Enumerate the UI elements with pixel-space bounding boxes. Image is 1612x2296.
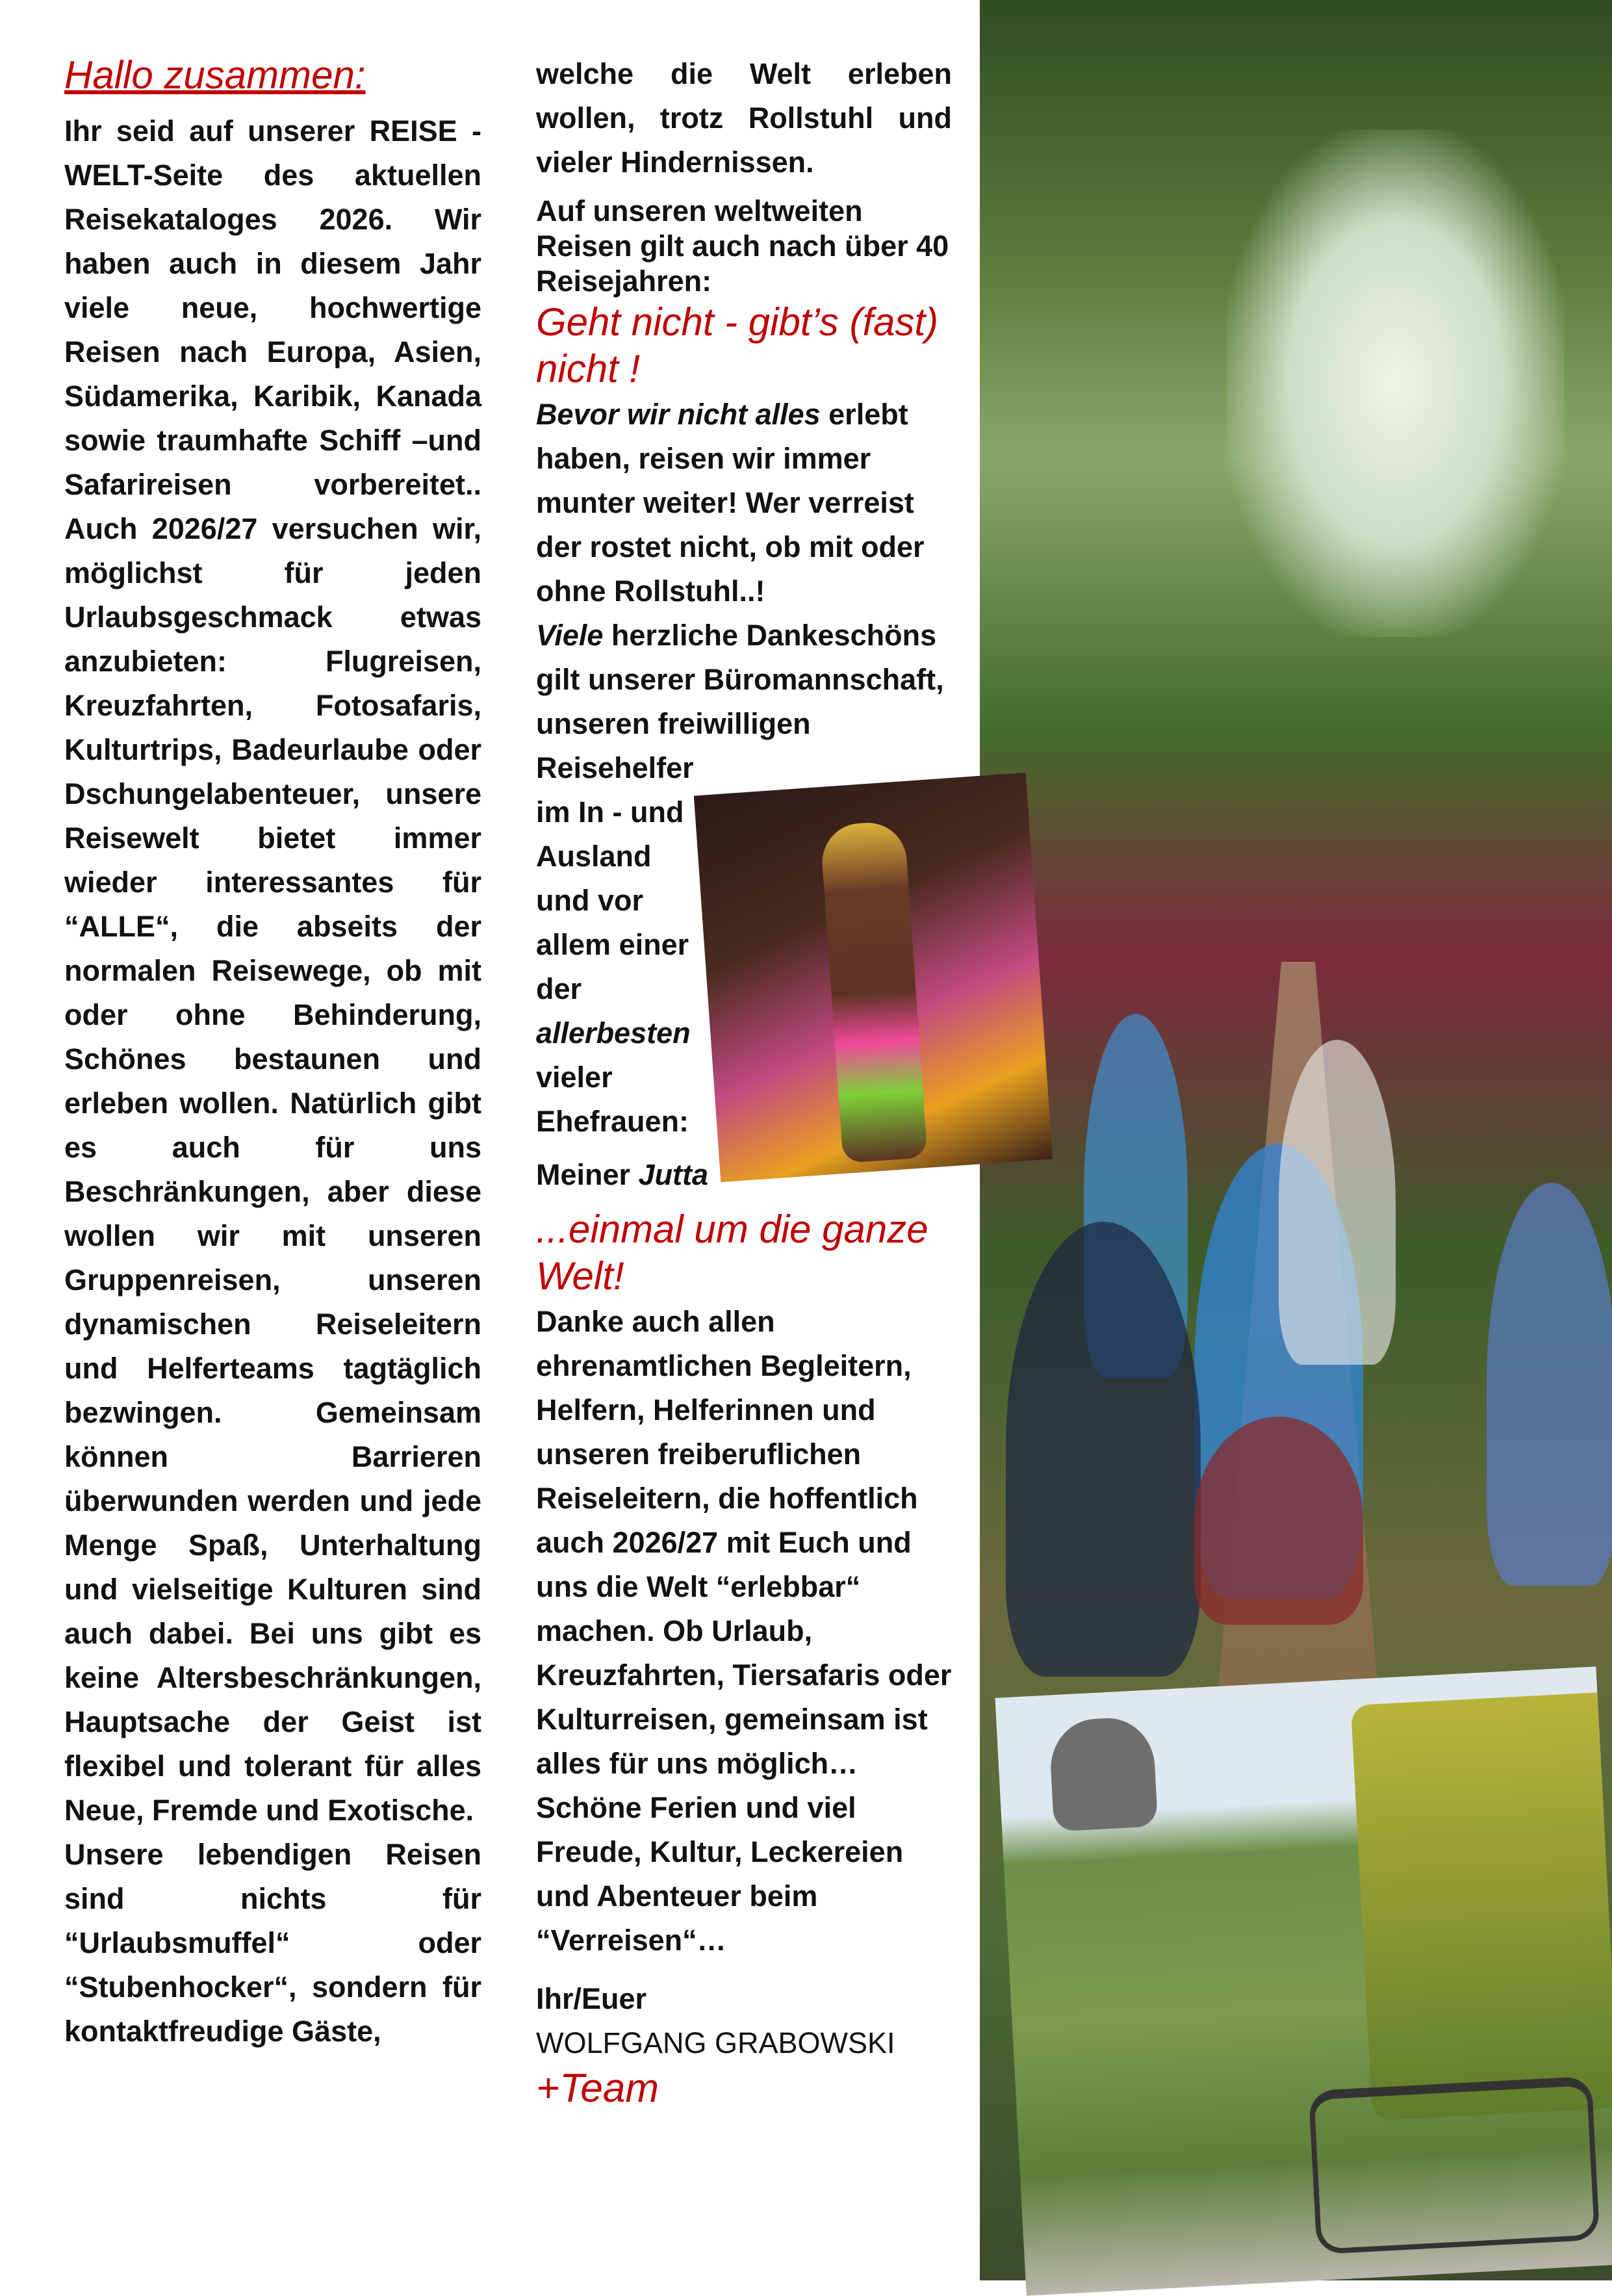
motto-intro: Auf unseren weltweiten Reisen gilt auch nach über 40 Reisejahren: (536, 194, 949, 298)
wife-line: Meiner Jutta (536, 1158, 709, 1191)
right-column (536, 52, 952, 2112)
closing-paragraph: Danke auch allen ehrenamtlichen Begleitern, Helfern, Helferinnen und unseren freiberuflichen Reiseleitern, die hoffentlich auch 2026/27 mit Euch und uns die Welt “erlebbar“ machen. Ob Urlaub, Kreuzfahrten, Tiersafaris oder Kulturreisen, gemeinsam ist alles für uns möglich… Schöne Ferien und viel Freude, Kultur, Leckereien und Abenteuer beim “Verreisen“… (536, 1305, 952, 1957)
signature-team: +Team (536, 2066, 659, 2111)
helper-text: Reisehelfer im In - und Ausland und vor allem einer der allerbesten vieler Ehefrauen: (536, 751, 694, 1138)
greeting-heading: Hallo zusammen: (64, 53, 366, 97)
signature-greeting: Ihr/Euer (536, 1982, 647, 2015)
travel-paragraph: Unsere lebendigen Reisen sind nichts für “Urlaubsmuffel“ oder “Stubenhocker“, sondern für kontaktfreudige Gäste, (64, 1838, 481, 2048)
intro-continuation: welche die Welt erleben wollen, trotz Rollstuhl und vieler Hindernissen. (536, 57, 952, 179)
motto-paragraph: Bevor wir nicht alles erlebt haben, reisen wir immer munter weiter! Wer verreist der rostet nicht, ob mit oder ohne Rollstuhl..! (536, 398, 925, 608)
signature-name: WOLFGANG GRABOWSKI (536, 2026, 895, 2059)
intro-paragraph: Ihr seid auf unserer REISE -WELT-Seite des aktuellen Reisekataloges 2026. Wir haben auch in diesem Jahr viele neue, hochwertige Reisen nach Europa, Asien, Südamerika, Karibik, Kanada sowie traumhafte Schiff –und Safarireisen vorbereitet.. Auch 2026/27 versuchen wir, möglichst für jeden Urlaubsgeschmack etwas anzubieten: Flugreisen, Kreuzfahrten, Fotosafaris, Kulturtrips, Badeurlaube oder Dschungelabenteuer, unsere Reisewelt bietet immer wieder interessantes für “ALLE“, die abseits der normalen Reisewege, ob mit oder ohne Behinderung, Schönes bestaunen und erleben wollen. Natürlich gibt es auch für uns Beschränkungen, aber diese wollen wir mit unseren Gruppenreisen, unseren dynamischen Reiseleitern und Helferteams tagtäglich bezwingen. Gemeinsam können Barrieren überwunden werden und jede Menge Spaß, Unterhaltung und vielseitige Kulturen sind auch dabei. Bei uns gibt es keine Altersbeschränkungen, Hauptsache der Geist ist flexibel und tolerant für alles Neue, Fremde und Exotische. (64, 114, 481, 1827)
thanks-paragraph: Viele herzliche Dankeschöns gilt unserer Büromannschaft, unseren freiwilligen (536, 619, 944, 740)
world-heading: ...einmal um die ganze Welt! (536, 1207, 928, 1298)
left-column (64, 52, 481, 2054)
motto-heading: Geht nicht - gibt’s (fast) nicht ! (536, 300, 939, 391)
elephant-park-photo (995, 1666, 1612, 2295)
